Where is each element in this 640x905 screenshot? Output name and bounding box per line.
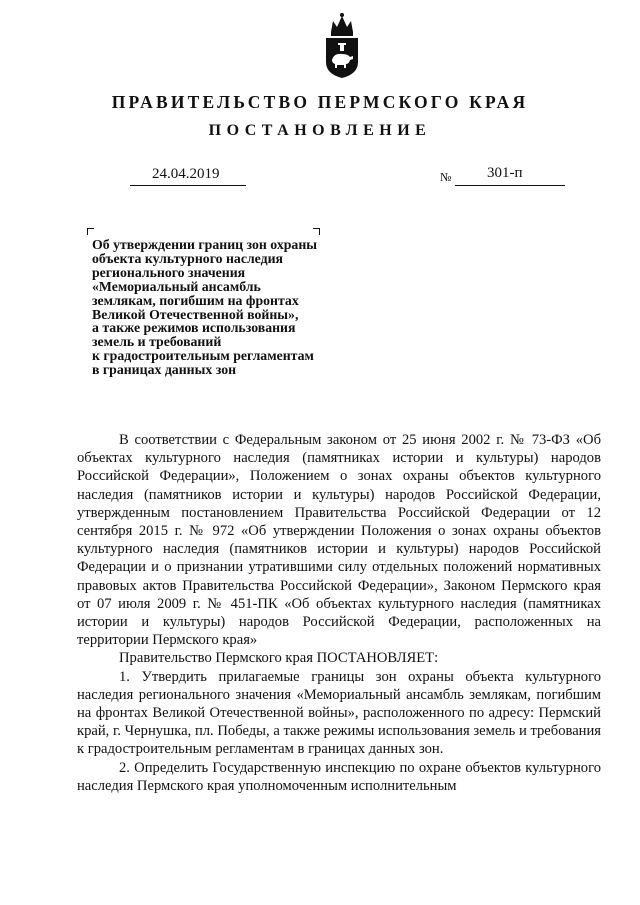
document-subject [92, 238, 362, 377]
document-body [77, 431, 601, 795]
body-paragraph-resolves: Правительство Пермского края ПОСТАНОВЛЯЕТ: [119, 650, 439, 667]
subject-line: землякам, погибшим на фронтах [92, 292, 299, 308]
subject-line: к градостроительным регламентам [92, 348, 314, 364]
number-sign: № [440, 170, 452, 184]
subject-line: объекта культурного наследия [92, 250, 284, 266]
subject-line: земель и требований [92, 334, 222, 350]
subject-line: а также режимов использования [92, 320, 296, 336]
body-paragraph-item-2: 2. Определить Государственную инспекцию по охране объектов культурного наследия Пермского края уполномоченным исполнительным [77, 759, 601, 794]
body-paragraph-preamble: В соответствии с Федеральным законом от 25 июня 2002 г. № 73-ФЗ «Об объектах культурного наследия (памятниках истории и культуры) народов Российской Федерации», Положением о зонах охраны объектов культурного наследия (памятников истории и культуры) народов Российской Федерации, утвержденным постановлением Правительства Российской Федерации от 12 сентября 2015 г. № 972 «Об утверждении Положения о зонах охраны объектов культурного наследия (памятников истории и культуры) народов Российской Федерации и о признании утратившими силу отдельных положений нормативных правовых актов Правительства Российской Федерации», Законом Пермского края от 07 июля 2009 г. № 451-ПК «Об объектах культурного наследия (памятниках истории и культуры) народов Российской Федерации, расположенных на территории Пермского края» [77, 432, 601, 649]
subject-line: Об утверждении границ зон охраны [92, 237, 318, 252]
subject-line: регионального значения [92, 264, 246, 280]
perm-krai-coat-of-arms-icon [322, 12, 362, 80]
subject-line: Великой Отечественной войны», [92, 306, 299, 322]
body-paragraph-item-1: 1. Утвердить прилагаемые границы зон охраны объекта культурного наследия регионального значения «Мемориальный ансамбль землякам, погибшим на фронтах Великой Отечественной войны», расположенного по адресу: Пермский край, г. Чернушка, пл. Победы, а также режимы использования земель и требования к градостроительным регламентам в границах данных зон. [77, 668, 601, 758]
subject-line: в границах данных зон [92, 362, 237, 378]
subject-corner-mark-right [313, 228, 320, 235]
subject-corner-mark-left [87, 228, 94, 235]
document-number: 301-п [487, 165, 523, 181]
document-date: 24.04.2019 [152, 166, 220, 182]
subject-line: «Мемориальный ансамбль [92, 278, 261, 294]
government-title: ПРАВИТЕЛЬСТВО ПЕРМСКОГО КРАЯ [111, 92, 529, 112]
document-type-title: ПОСТАНОВЛЕНИЕ [208, 122, 432, 139]
